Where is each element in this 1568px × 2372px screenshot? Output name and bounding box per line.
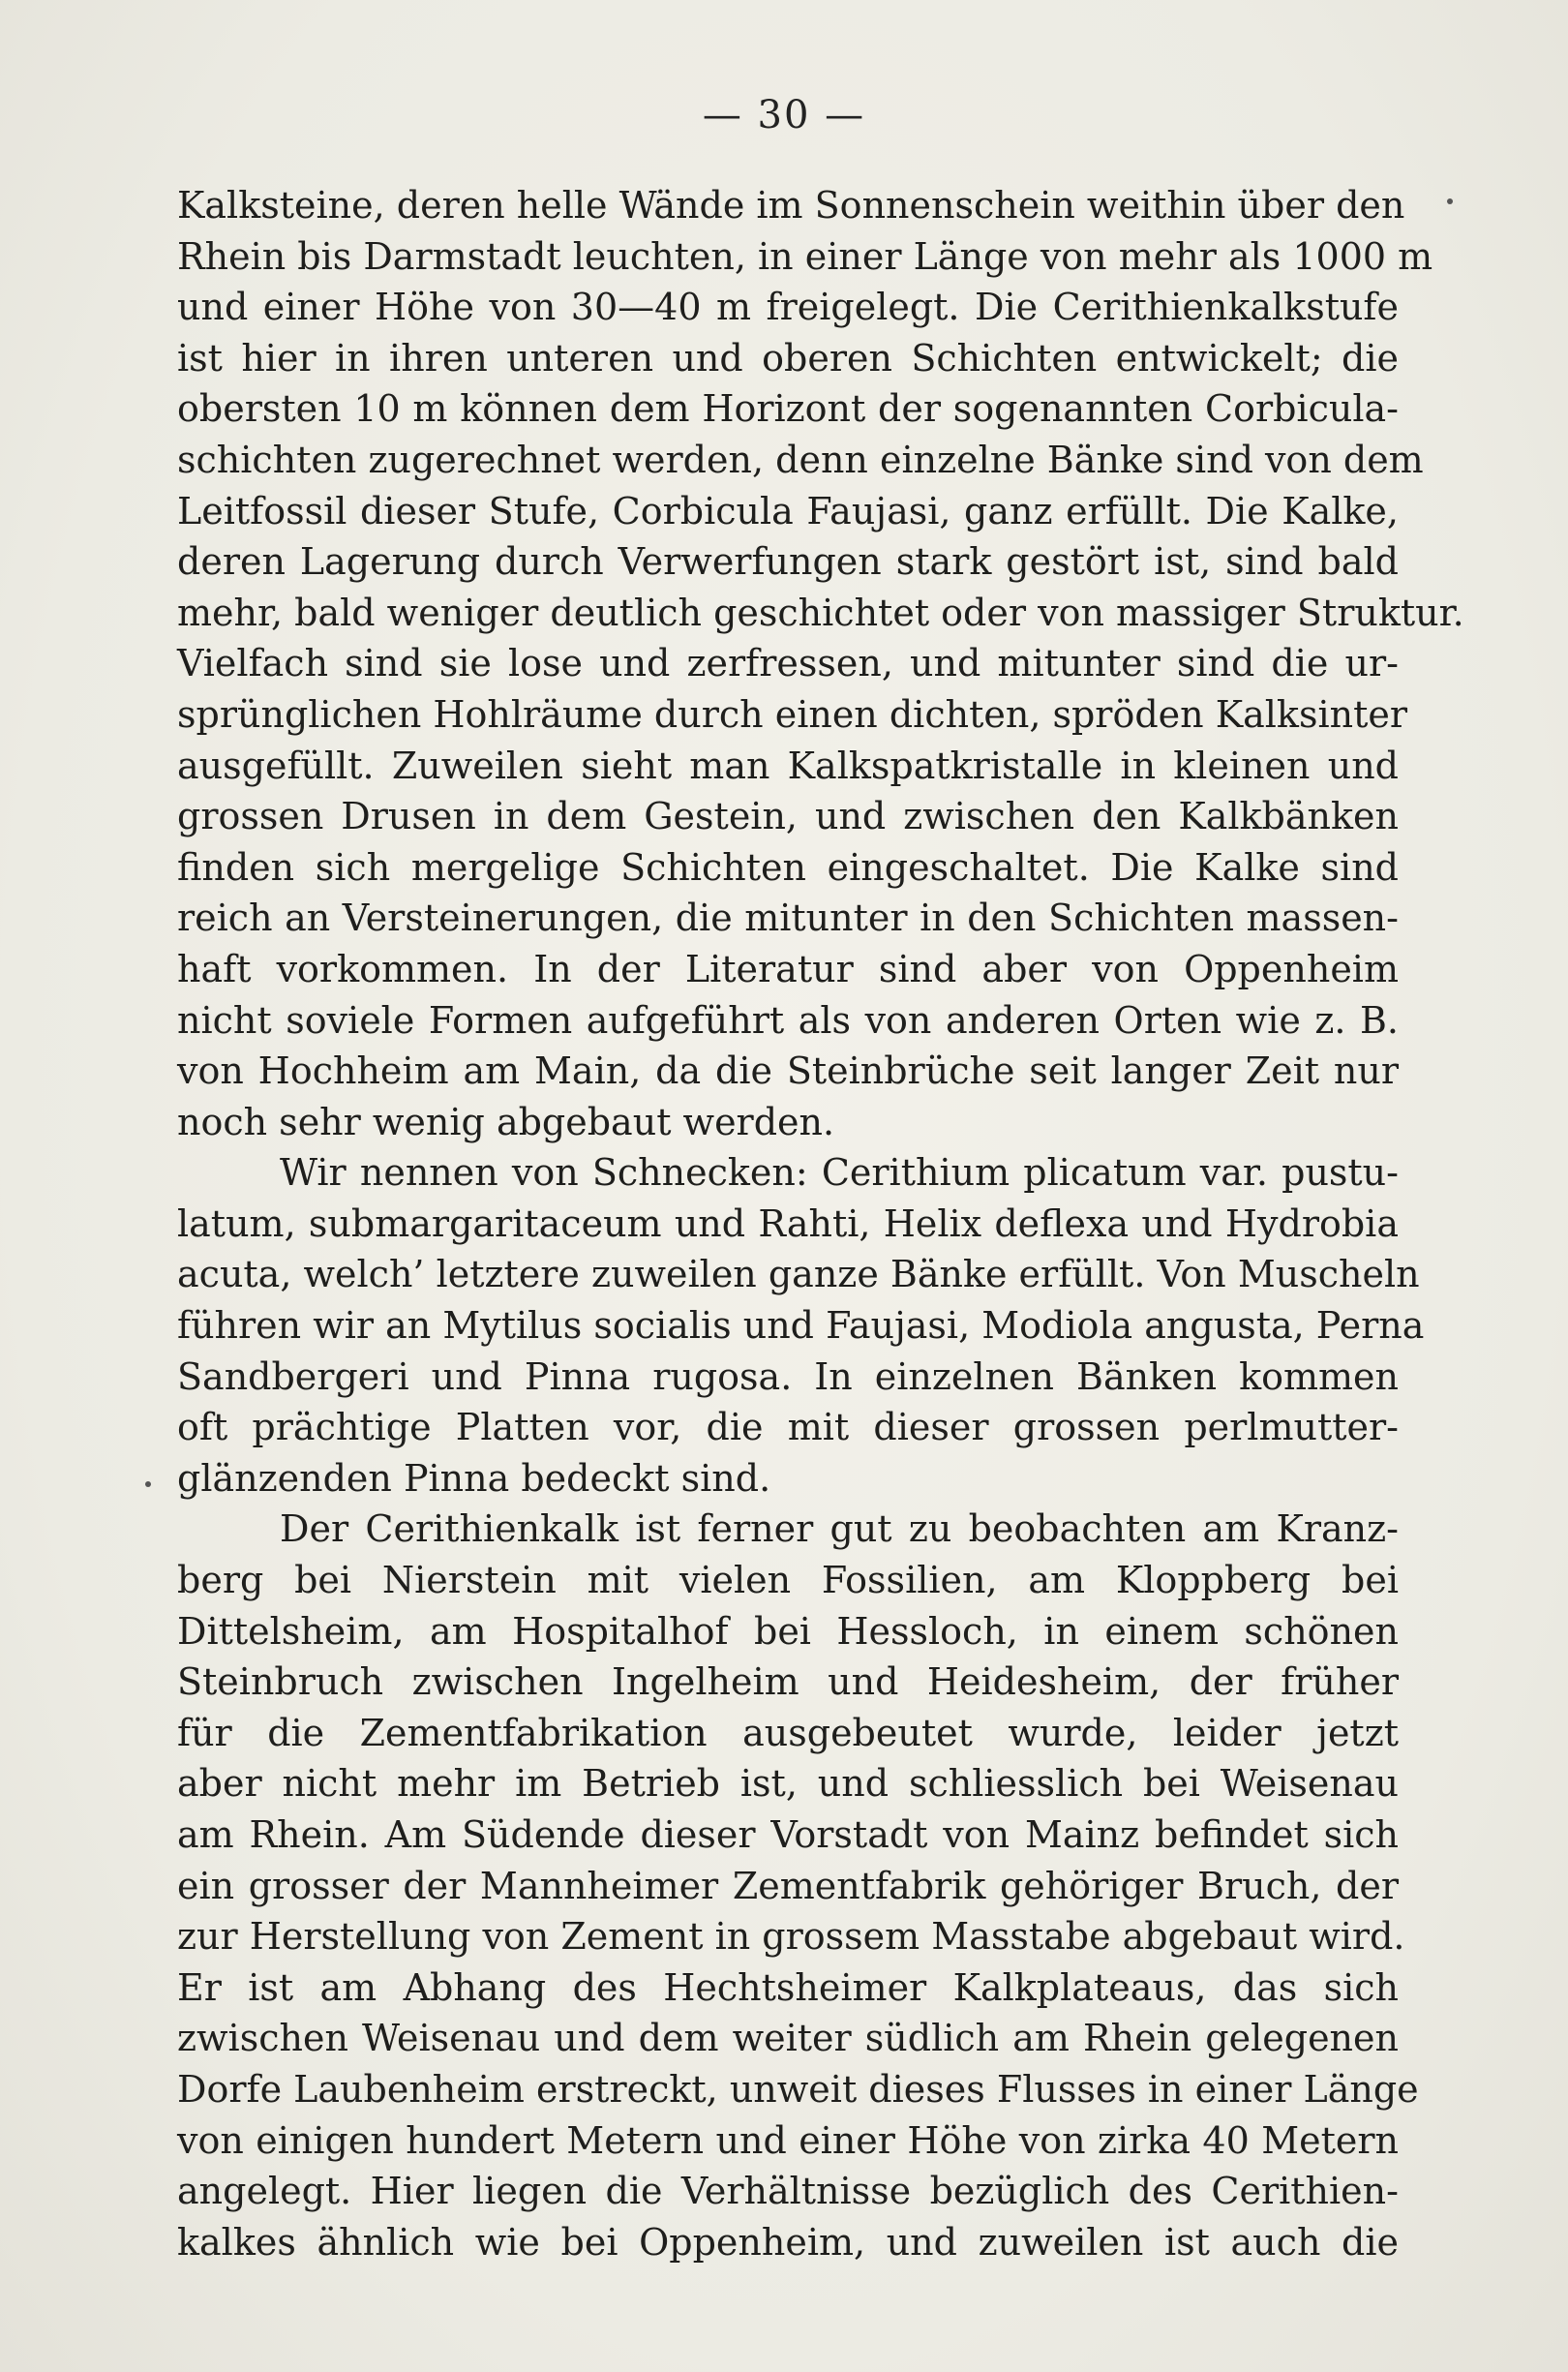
- text-line: kalkes ähnlich wie bei Oppenheim, und zuweilen ist auch die: [177, 2220, 1399, 2264]
- text-line: Der Cerithienkalk ist ferner gut zu beobachten am Kranz-: [280, 1507, 1399, 1551]
- text-line: deren Lagerung durch Verwerfungen stark gestört ist, sind bald: [177, 540, 1399, 584]
- text-line: mehr, bald weniger deutlich geschichtet oder von massiger Struktur.: [177, 591, 1464, 634]
- text-line: sprünglichen Hohlräume durch einen dichten, spröden Kalksinter: [177, 692, 1407, 736]
- text-line: schichten zugerechnet werden, denn einzelne Bänke sind von dem: [177, 438, 1424, 481]
- text-line: führen wir an Mytilus socialis und Faujasi, Modiola angusta, Perna: [177, 1304, 1425, 1348]
- text-line: acuta, welch’ letztere zuweilen ganze Bänke erfüllt. Von Muscheln: [177, 1253, 1420, 1296]
- text-line: Steinbruch zwischen Ingelheim und Heidesheim, der früher: [177, 1660, 1399, 1704]
- text-line: aber nicht mehr im Betrieb ist, und schliesslich bei Weisenau: [177, 1762, 1399, 1806]
- text-line: haft vorkommen. In der Literatur sind aber von Oppenheim: [177, 947, 1399, 990]
- text-line: von Hochheim am Main, da die Steinbrüche seit langer Zeit nur: [177, 1049, 1399, 1093]
- text-line: von einigen hundert Metern und einer Höhe von zirka 40 Metern: [177, 2118, 1399, 2162]
- text-line: finden sich mergelige Schichten eingeschaltet. Die Kalke sind: [177, 845, 1399, 889]
- text-line: Vielfach sind sie lose und zerfressen, und mitunter sind die ur-: [177, 642, 1399, 685]
- text-line: berg bei Nierstein mit vielen Fossilien, am Kloppberg bei: [177, 1559, 1399, 1602]
- text-line: am Rhein. Am Südende dieser Vorstadt von Mainz befindet sich: [177, 1813, 1399, 1856]
- text-line: latum, submargaritaceum und Rahti, Helix deflexa und Hydrobia: [177, 1201, 1399, 1245]
- text-line: Leitfossil dieser Stufe, Corbicula Faujasi, ganz erfüllt. Die Kalke,: [177, 489, 1399, 532]
- text-line: grossen Drusen in dem Gestein, und zwischen den Kalkbänken: [177, 795, 1399, 838]
- text-line: nicht soviele Formen aufgeführt als von anderen Orten wie z. B.: [177, 998, 1399, 1042]
- text-line: oft prächtige Platten vor, die mit dieser grossen perlmutter-: [177, 1406, 1399, 1449]
- text-line: Rhein bis Darmstadt leuchten, in einer Länge von mehr als 1000 m: [177, 234, 1433, 278]
- text-line: reich an Versteinerungen, die mitunter in den Schichten massen-: [177, 897, 1399, 940]
- text-line: glänzenden Pinna bedeckt sind.: [177, 1456, 771, 1500]
- text-line: Kalksteine, deren helle Wände im Sonnenschein weithin über den: [177, 184, 1405, 227]
- text-line: zwischen Weisenau und dem weiter südlich am Rhein gelegenen: [177, 2017, 1399, 2060]
- text-line: und einer Höhe von 30—40 m freigelegt. Die Cerithienkalkstufe: [177, 286, 1399, 329]
- text-line: Dittelsheim, am Hospitalhof bei Hessloch, in einem schönen: [177, 1609, 1399, 1653]
- body-text: [177, 180, 1464, 2267]
- text-line: zur Herstellung von Zement in grossem Masstabe abgebaut wird.: [177, 1915, 1405, 1959]
- page-number: — 30 —: [702, 93, 866, 137]
- text-line: Er ist am Abhang des Hechtsheimer Kalkplateaus, das sich: [177, 1965, 1399, 2009]
- text-line: obersten 10 m können dem Horizont der sogenannten Corbicula-: [177, 387, 1399, 431]
- text-line: ein grosser der Mannheimer Zementfabrik gehöriger Bruch, der: [177, 1864, 1399, 1907]
- paper-speck: [145, 1481, 151, 1487]
- text-line: Dorfe Laubenheim erstreckt, unweit dieses Flusses in einer Länge: [177, 2067, 1419, 2111]
- text-line: ist hier in ihren unteren und oberen Schichten entwickelt; die: [177, 336, 1399, 380]
- text-line: Wir nennen von Schnecken: Cerithium plicatum var. pustu-: [280, 1151, 1399, 1195]
- paper-speck: [1447, 198, 1453, 204]
- text-line: noch sehr wenig abgebaut werden.: [177, 1100, 835, 1143]
- text-line: für die Zementfabrikation ausgebeutet wurde, leider jetzt: [177, 1711, 1399, 1754]
- text-line: Sandbergeri und Pinna rugosa. In einzelnen Bänken kommen: [177, 1354, 1399, 1398]
- text-line: angelegt. Hier liegen die Verhältnisse bezüglich des Cerithien-: [177, 2170, 1399, 2213]
- text-line: ausgefüllt. Zuweilen sieht man Kalkspatkristalle in kleinen und: [177, 744, 1399, 787]
